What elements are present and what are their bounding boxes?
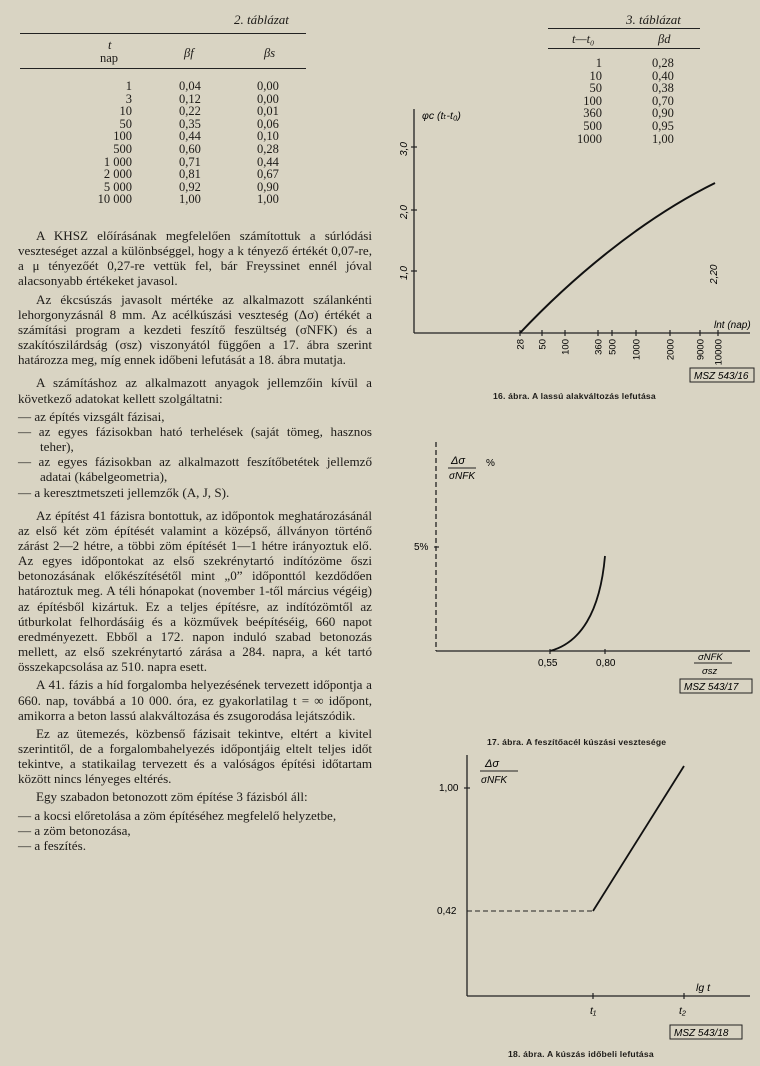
paragraph: Ez az ütemezés, közbenső fázisait tekintve, eltért a kivitel szerintitől, de a forgalombahelyezés időpontjáig eltelt teljes időt tekintve, a statikailag tervezett és a valóságos építési időtartam között nincs lényeges eltérés. — [18, 725, 372, 787]
table3-header-t: t—t₀ — [572, 32, 595, 46]
table2-caption: 2. táblázat — [234, 12, 289, 27]
table2-cell-bf: 0,04 — [179, 79, 201, 93]
fig16-end-label: 2,20 — [709, 264, 720, 284]
table2-cell-bf: 0,81 — [179, 167, 201, 182]
figure-18 — [420, 745, 755, 1045]
paragraph: Egy szabadon betonozott zöm építése 3 fázisból áll: — [36, 789, 308, 805]
table2-cell-bs: 0,10 — [257, 129, 279, 144]
paragraph: Az építést 41 fázisra bontottuk, az időpontok meghatározásánál az első két zöm építését valamint a középső, állványon történő zárást 2—2 hétre, a többi zöm építését 1—1 hétre irányoztuk elő. Az egyes időpontokat az első szekrénytartó indítózöme őszi betonozásának előkészítésétől mint „0” időponttól kezdődően határoztuk meg. A téli hónapokat (november 1-től március végéig) az építésből kizártuk. Ez a teljes építésre, az indítózömtől az útburkolat felhordásáig és a közművek beépítéséig, 660 napot eredményezett. Ebből a 172. napon induló szabad betonozás mellett, az első szekrénytartó zárása a 284. napra, a két tartó összekapcsolása az 510. napra esett. — [18, 507, 372, 675]
table2-cell-t: 1 000 — [103, 154, 132, 169]
table3-cell-t: 50 — [589, 81, 602, 96]
list-item: — az építés vizsgált fázisai, — [18, 408, 165, 424]
table2-cell-bf: 0,44 — [179, 129, 201, 144]
fig16-xtick: 9000 — [695, 339, 707, 361]
body-text — [18, 228, 372, 853]
fig18-ylabel-num: Δσ — [485, 758, 500, 770]
table2-cell-t: 500 — [113, 141, 132, 156]
table3-cell-t: 1 — [595, 56, 602, 70]
table2-cell-t: 2 000 — [103, 167, 132, 182]
fig17-yunit: % — [486, 458, 495, 469]
list-item: — a zöm betonozása, — [18, 822, 131, 838]
fig17-xtick: 0,55 — [538, 658, 558, 669]
fig17-stamp: MSZ 543/17 — [684, 682, 739, 693]
table3-cell-bd: 0,70 — [652, 93, 674, 108]
fig16-stamp: MSZ 543/16 — [694, 371, 749, 382]
table2-cell-bs: 0,44 — [257, 154, 279, 169]
table2-cell-t: 5 000 — [103, 179, 132, 194]
paragraph: A számításhoz az alkalmazott anyagok jellemzőin kívül a következő adatokat kellett szolgáltatni: — [18, 375, 372, 406]
table2-cell-bs: 0,67 — [257, 167, 279, 182]
table2-cell-bf: 0,60 — [179, 141, 201, 156]
table2-cell-bs: 0,00 — [257, 91, 279, 106]
fig16-xtick: 10000 — [713, 339, 725, 366]
fig16-xtick: 2000 — [665, 339, 677, 361]
fig18-xlabel: lg t — [696, 982, 711, 994]
table3-top-rule — [548, 28, 700, 29]
table2-cell-bs: 0,00 — [257, 79, 279, 93]
fig16-xlabel: lnt (nap) — [714, 320, 751, 331]
fig16-curve — [520, 183, 715, 333]
fig17-curve — [550, 556, 605, 651]
table2-header-bf: βf — [184, 46, 194, 60]
table2-mid-rule — [20, 68, 306, 69]
table2-col-t — [60, 80, 132, 206]
list-item: — a feszítés. — [18, 837, 86, 853]
table2-cell-bf: 1,00 — [179, 192, 201, 207]
fig16-ytick: 2,0 — [399, 205, 410, 219]
table3-mid-rule — [548, 48, 700, 49]
fig16-xtick: 100 — [560, 339, 572, 355]
table3-cell-bd: 0,28 — [652, 56, 674, 70]
table2-col-bf — [179, 80, 201, 206]
fig16-ytick: 1,0 — [399, 266, 410, 280]
figure-17 — [414, 438, 755, 728]
table2-cell-t: 3 — [125, 91, 132, 106]
table2-header-bs: βs — [264, 46, 276, 60]
table2-cell-t: 100 — [113, 129, 132, 144]
fig17-ylabel-den: σNFK — [449, 471, 476, 482]
fig18-ytick: 0,42 — [437, 906, 457, 917]
table2-cell-bf: 0,22 — [179, 104, 201, 119]
list-item: — az egyes fázisokban az alkalmazott feszítőbetétek jellemző adatai (kábelgeometria), — [18, 454, 372, 485]
fig17-xtick: 0,80 — [596, 658, 616, 669]
table3-cell-t: 1000 — [577, 131, 602, 146]
table2-cell-bf: 0,35 — [179, 116, 201, 131]
table2-col-bs — [257, 80, 279, 206]
table2-cell-t: 1 — [125, 79, 132, 93]
fig16-ylabel: φc (tₜ-t₀) — [422, 110, 461, 122]
list-item: — a keresztmetszeti jellemzők (A, J, S). — [18, 484, 230, 500]
table2-header-t: t — [108, 38, 112, 52]
fig18-xtick: t₂ — [679, 1005, 686, 1017]
table2-cell-bs: 0,28 — [257, 141, 279, 156]
table3-cell-bd: 0,40 — [652, 68, 674, 83]
paragraph: A KHSZ előírásának megfelelően számítottuk a súrlódási veszteséget azzal a különbséggel, hogy a k tényező értékét 0,07-re, a μ tényezőét 0,27-re vettük fel, bár Freyssinet ennél jóval alacsonyabb értékeket javasol. — [18, 228, 372, 289]
table3-cell-bd: 1,00 — [652, 131, 674, 146]
table3-cell-t: 100 — [583, 93, 602, 108]
table2-top-rule — [20, 33, 306, 34]
table2-cell-t: 10 — [119, 104, 132, 119]
table3-cell-bd: 0,90 — [652, 106, 674, 121]
table2-cell-t: 50 — [119, 116, 132, 131]
list-item: — a kocsi előretolása a zöm építéséhez megfelelő helyzetbe, — [18, 807, 337, 823]
list-item: — az egyes fázisokban ható terhelések (saját tömeg, hasznos teher), — [18, 423, 372, 455]
table3-header-bd: βd — [658, 32, 671, 46]
table3-cell-bd: 0,95 — [652, 118, 674, 133]
fig16-xticks — [516, 330, 725, 365]
fig16-xtick: 1000 — [631, 339, 643, 361]
fig17-ylabel-num: Δσ — [451, 455, 466, 467]
table2-cell-bs: 1,00 — [257, 192, 279, 207]
paragraph: Az ékcsúszás javasolt mértéke az alkalmazott szálankénti lehorgonyzásnál 8 mm. Az acélkúszási veszteség (Δσ) értékét a számítási program a kezdeti feszítő feszültség (σNFK) és a szakítószilárdság (σsz) viszonyától függően a 17. ábra szerint határozza meg, míg ennek időbeni lefutását a 18. ábra mutatja. — [18, 291, 372, 368]
fig16-caption: 16. ábra. A lassú alakváltozás lefutása — [493, 391, 656, 401]
fig18-line — [593, 766, 684, 911]
table3-cell-t: 10 — [589, 68, 602, 83]
paragraph: A 41. fázis a híd forgalomba helyezésének tervezett időpontja a 660. nap, továbbá a 10 000. óra, ez gyakorlatilag t = ∞ időpont, amikorra a beton lassú alakváltozása és zsugorodása lejátszódik. — [18, 677, 372, 723]
table2-cell-bf: 0,71 — [179, 154, 201, 169]
table2-cell-t: 10 000 — [97, 192, 132, 207]
table3-cell-bd: 0,38 — [652, 81, 674, 96]
fig17-xlabel-num: σNFK — [698, 652, 723, 663]
table2-cell-bf: 0,92 — [179, 179, 201, 194]
table2-cell-bs: 0,90 — [257, 179, 279, 194]
fig18-stamp: MSZ 543/18 — [674, 1028, 729, 1039]
fig17-xlabel-den: σsz — [702, 666, 718, 677]
fig16-xtick: 360 — [593, 339, 605, 355]
table3-cell-t: 500 — [583, 118, 602, 133]
table2-cell-bf: 0,12 — [179, 91, 201, 106]
table2-cell-bs: 0,06 — [257, 116, 279, 131]
table2-cell-bs: 0,01 — [257, 104, 279, 119]
table3-caption: 3. táblázat — [626, 12, 681, 27]
fig16-ytick: 3,0 — [399, 142, 410, 156]
fig16-xtick: 500 — [607, 339, 619, 355]
fig17-caption: 17. ábra. A feszítőacél kúszási vesztesége — [487, 737, 667, 747]
fig16-xtick: 28 — [515, 339, 527, 350]
fig18-ylabel-den: σNFK — [481, 775, 508, 786]
table2-header-t-unit: nap — [100, 51, 119, 65]
table3-cell-t: 360 — [583, 106, 602, 121]
fig17-ytick: 5% — [414, 542, 429, 553]
fig16-xtick: 50 — [537, 339, 549, 350]
figure-16 — [380, 95, 755, 387]
fig18-ytick: 1,00 — [439, 783, 459, 794]
fig18-xtick: t₁ — [590, 1005, 597, 1017]
fig18-caption: 18. ábra. A kúszás időbeli lefutása — [508, 1049, 654, 1059]
